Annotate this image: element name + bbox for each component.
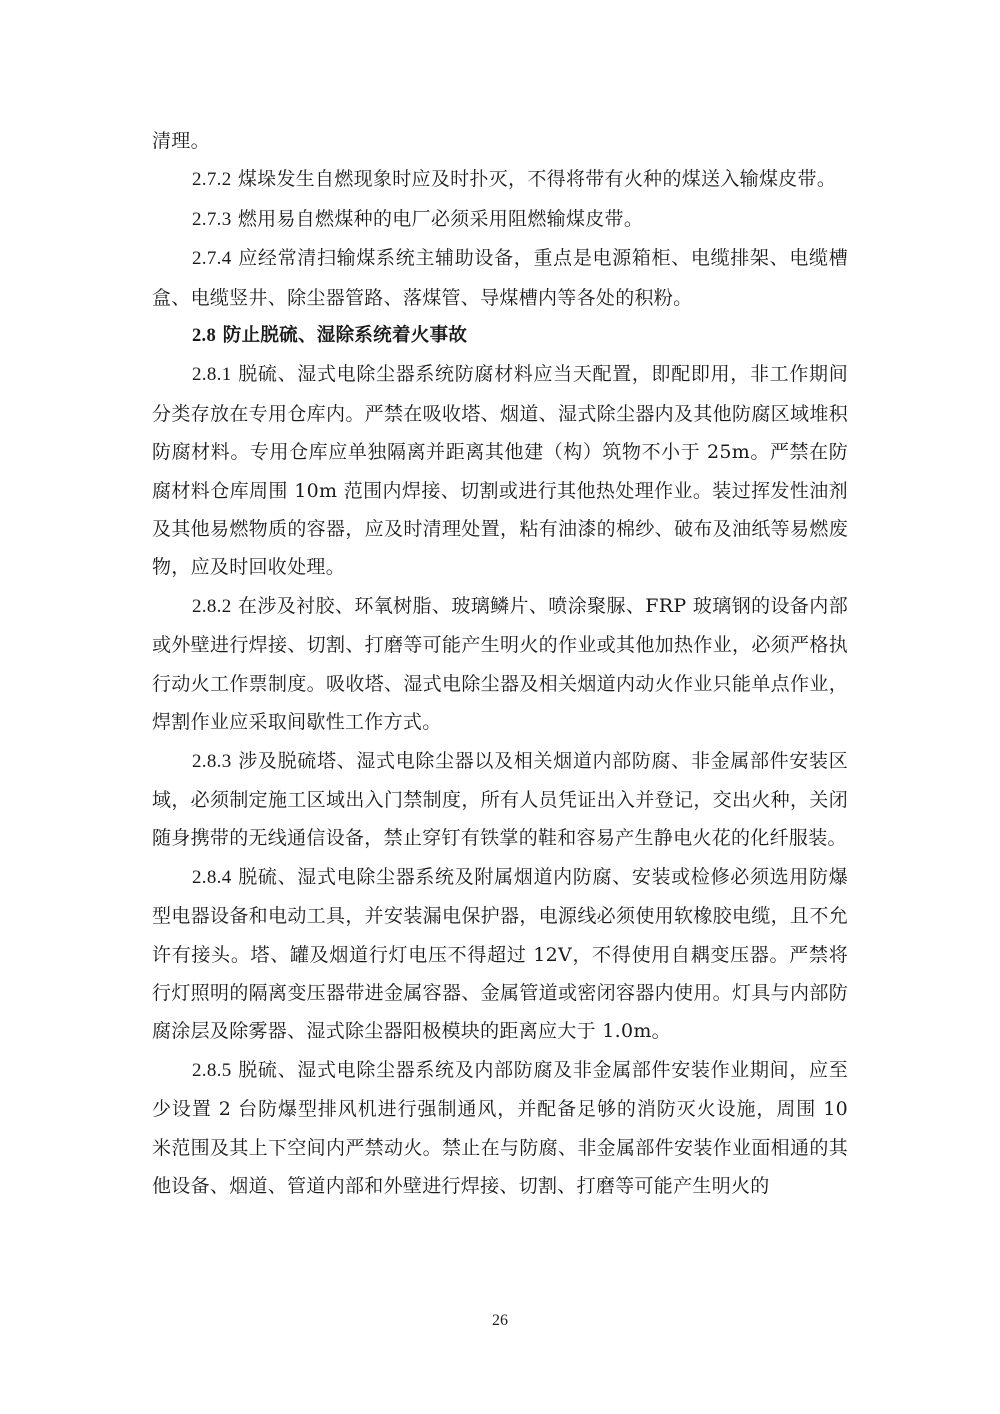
paragraph-text: 在涉及衬胶、环氧树脂、玻璃鳞片、喷涂聚脲、FRP 玻璃钢的设备内部或外壁进行焊接、切割、打磨等可能产生明火的作业或其他加热作业，必须严格执行动火工作票制度。吸收塔、湿式电除尘器及相关烟道内动火作业只能单点作业，焊割作业应采取间歇性工作方式。 xyxy=(152,594,848,734)
paragraph xyxy=(152,858,848,1051)
paragraph-text: 燃用易自燃煤种的电厂必须采用阻燃输煤皮带。 xyxy=(237,207,644,230)
paragraph xyxy=(152,1051,848,1206)
paragraph xyxy=(152,355,848,586)
paragraph xyxy=(152,742,848,858)
paragraph-text: 脱硫、湿式电除尘器系统及内部防腐及非金属部件安装作业期间，应至少设置 2 台防爆型排风机进行强制通风，并配备足够的消防灭火设施，周围 10 米范围及其上下空间内严禁动火。禁止在与防腐、非金属部件安装作业面相通的其他设备、烟道、管道内部和外壁进行焊接、切割、打磨等可能产生明火的 xyxy=(152,1058,848,1197)
clause-number: 2.7.3 xyxy=(192,208,232,230)
document-body xyxy=(152,122,848,1205)
paragraph-text: 脱硫、湿式电除尘器系统防腐材料应当天配置，即配即用，非工作期间分类存放在专用仓库内。严禁在吸收塔、烟道、湿式除尘器内及其他防腐区域堆积防腐材料。专用仓库应单独隔离并距离其他建（构）筑物不小于 25m。严禁在防腐材料仓库周围 10m 范围内焊接、切割或进行其他热处理作业。装过挥发性油剂及其他易燃物质的容器，应及时清理处置，粘有油漆的棉纱、破布及油纸等易燃废物，应及时回收处理。 xyxy=(152,363,848,579)
clause-number: 2.7.2 xyxy=(192,169,232,191)
clause-number: 2.8.5 xyxy=(192,1059,232,1081)
paragraph-text: 应经常清扫输煤系统主辅助设备，重点是电源箱柜、电缆排架、电缆槽盒、电缆竖井、除尘器管路、落煤管、导煤槽内等各处的积粉。 xyxy=(152,247,848,309)
clause-number: 2.8.3 xyxy=(192,750,232,772)
clause-number: 2.8.1 xyxy=(192,364,232,386)
paragraph xyxy=(152,587,848,742)
page-number: 26 xyxy=(492,1312,508,1329)
paragraph-text: 煤垛发生自燃现象时应及时扑灭，不得将带有火种的煤送入输煤皮带。 xyxy=(237,168,837,191)
paragraph xyxy=(152,160,848,199)
clause-number: 2.7.4 xyxy=(192,248,232,270)
clause-number: 2.8.4 xyxy=(192,866,232,888)
paragraph-text: 清理。 xyxy=(152,130,210,152)
paragraph-text: 脱硫、湿式电除尘器系统及附属烟道内防腐、安装或检修必须选用防爆型电器设备和电动工具，并安装漏电保护器，电源线必须使用软橡胶电缆，且不允许有接头。塔、罐及烟道行灯电压不得超过 12V，不得使用自耦变压器。严禁将行灯照明的隔离变压器带进金属容器、金属管道或密闭容器内使用。灯具与内部防腐涂层及除雾器、湿式除尘器阳极模块的距离应大于 1.0m。 xyxy=(152,865,848,1043)
clause-number: 2.8.2 xyxy=(192,595,232,617)
paragraph-text: 防止脱硫、湿除系统着火事故 xyxy=(222,325,468,347)
paragraph xyxy=(152,122,848,160)
paragraph xyxy=(152,200,848,239)
paragraph xyxy=(152,239,848,317)
section-heading xyxy=(152,317,848,355)
paragraph-text: 涉及脱硫塔、湿式电除尘器以及相关烟道内部防腐、非金属部件安装区域，必须制定施工区域出入门禁制度，所有人员凭证出入并登记，交出火种，关闭随身携带的无线通信设备，禁止穿钉有铁掌的鞋和容易产生静电火花的化纤服装。 xyxy=(152,749,848,850)
section-number: 2.8 xyxy=(192,326,217,347)
